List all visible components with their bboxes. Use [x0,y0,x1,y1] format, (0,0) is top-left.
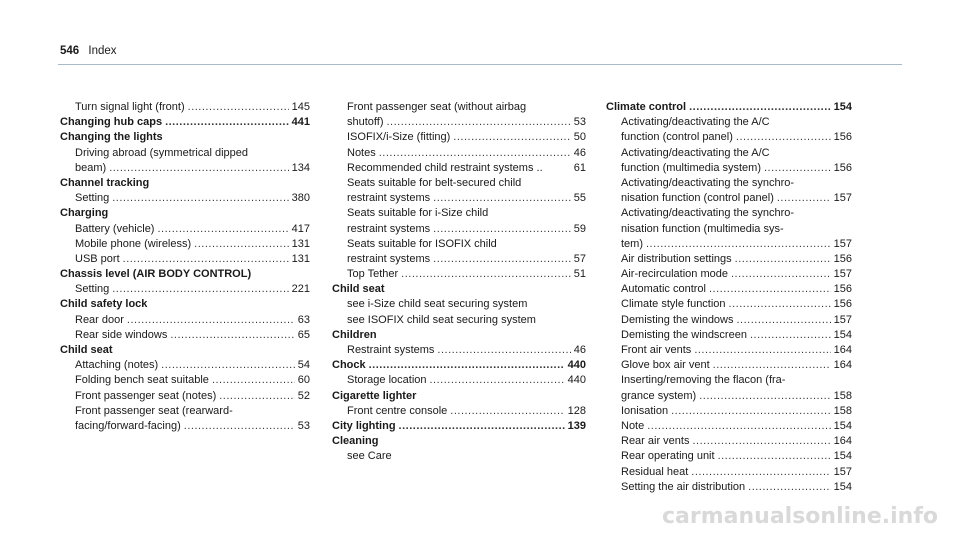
page-reference[interactable]: 134 [291,161,310,174]
index-subentry [60,328,310,343]
dot-leader [748,480,831,495]
index-heading: Charging [60,207,109,220]
dot-leader [157,222,288,237]
entry-text: Changing hub caps [60,116,163,129]
dot-leader [161,358,295,373]
entry-text: Setting the air distribution [621,480,746,493]
index-subentry [332,191,586,206]
index-subentry: Inserting/removing the flacon (fra- [621,374,786,387]
index-subentry: Activating/deactivating the synchro- [621,207,795,220]
page-reference[interactable]: 52 [297,389,310,402]
dot-leader [165,115,289,130]
index-subentry [332,222,586,237]
index-subentry [60,191,310,206]
entry-text: Chock [332,359,366,372]
index-subentry [60,252,310,267]
entry-text: Automatic control [621,283,706,296]
dot-leader [387,115,571,130]
index-heading: Child safety lock [60,298,148,311]
index-heading: Changing the lights [60,131,163,144]
page-reference[interactable]: 440 [567,359,586,372]
entry-text: ISOFIX/i-Size (fitting) [347,131,451,144]
entry-text: grance system) [621,389,697,402]
index-column-3 [606,100,852,495]
index-heading [332,358,586,373]
index-subentry [332,343,586,358]
entry-text: tem) [621,237,643,250]
index-subentry [606,313,852,328]
index-subentry [60,282,310,297]
index-subentry: nisation function (multimedia sys- [621,222,784,235]
index-subentry [332,267,586,282]
entry-text: nisation function (control panel) [621,192,774,205]
index-subentry [606,449,852,464]
dot-leader [737,313,831,328]
index-heading [332,419,586,434]
index-subentry [606,419,852,434]
index-subentry [606,480,852,495]
entry-text: restraint systems [347,192,431,205]
dot-leader [736,130,831,145]
entry-text: shutoff) [347,116,384,129]
index-heading: Children [332,328,377,341]
index-column-1 [60,100,310,434]
entry-text: Setting [75,283,110,296]
page-reference[interactable]: 157 [833,268,852,281]
page-reference[interactable]: 154 [833,419,852,432]
entry-text: Rear air vents [621,435,690,448]
index-subentry: see ISOFIX child seat securing system [347,313,536,326]
index-subentry [60,100,310,115]
index-subentry [606,297,852,312]
dot-leader [671,404,831,419]
entry-text: function (control panel) [621,131,733,144]
dot-leader [112,191,288,206]
page-reference[interactable]: 50 [573,131,586,144]
page-header [60,45,117,57]
index-subentry [332,146,586,161]
entry-text: Recommended child restraint systems .. [347,161,543,174]
index-subentry [606,328,852,343]
page-reference[interactable]: 63 [297,313,310,326]
entry-text: Climate control [606,101,687,113]
index-subentry [60,419,310,434]
page-reference[interactable]: 59 [573,222,586,235]
index-subentry: Front passenger seat (without airbag [347,101,527,113]
entry-text: Glove box air vent [621,359,710,372]
page-reference[interactable]: 156 [833,283,852,296]
entry-text: Setting [75,192,110,205]
page-reference[interactable]: 221 [291,283,310,296]
index-subentry [60,222,310,237]
page-reference[interactable]: 380 [291,192,310,205]
entry-text: Front air vents [621,344,692,356]
page-reference[interactable]: 157 [833,192,852,205]
index-subentry [606,465,852,480]
index-subentry: Seats suitable for i-Size child [347,207,489,220]
entry-text: Air distribution settings [621,252,732,265]
index-subentry [606,130,852,145]
page-reference[interactable]: 131 [291,252,310,265]
page-reference[interactable]: 61 [573,161,586,174]
page-reference[interactable]: 154 [833,450,852,463]
entry-text: function (multimedia system) [621,161,761,174]
index-subentry: Seats suitable for ISOFIX child [347,237,497,250]
dot-leader [713,358,831,373]
watermark: carmanualsonline.info [662,504,938,529]
index-heading: Child seat [332,283,385,296]
dot-leader [647,419,830,434]
dot-leader [718,449,831,464]
index-subentry: Activating/deactivating the A/C [621,116,770,129]
index-subentry: see Care [347,450,392,463]
index-subentry [60,237,310,252]
page-reference[interactable]: 131 [291,237,310,250]
index-subentry [606,389,852,404]
page-reference[interactable]: 158 [833,404,852,417]
index-subentry [606,237,852,252]
index-subentry [606,434,852,449]
page-reference[interactable]: 156 [833,161,852,174]
dot-leader [777,191,831,206]
entry-text: Folding bench seat suitable [75,374,209,387]
index-subentry [60,358,310,373]
page-reference[interactable]: 154 [833,480,852,493]
dot-leader [437,343,570,358]
entry-text: Mobile phone (wireless) [75,237,192,250]
page-reference[interactable]: 51 [573,268,586,281]
entry-text: Battery (vehicle) [75,222,155,235]
dot-leader [699,389,830,404]
index-subentry [606,282,852,297]
page-reference[interactable]: 154 [833,328,852,341]
dot-leader [764,161,831,176]
dot-leader [369,358,565,373]
dot-leader [170,328,294,343]
entry-text: Rear side windows [75,328,168,341]
entry-text: Storage location [347,374,427,387]
dot-leader [401,267,571,282]
entry-text: Top Tether [347,268,399,281]
entry-text: Front passenger seat (notes) [75,389,217,402]
index-subentry [332,373,586,388]
page-reference[interactable]: 441 [291,116,310,129]
dot-leader [433,222,571,237]
dot-leader [109,161,288,176]
entry-text: Front centre console [347,404,448,417]
dot-leader [694,343,830,358]
index-subentry [606,252,852,267]
page-reference[interactable]: 157 [833,237,852,250]
dot-leader [735,252,831,267]
index-subentry [332,115,586,130]
index-subentry: Activating/deactivating the synchro- [621,176,795,189]
index-subentry [60,313,310,328]
index-heading [606,100,852,115]
page-reference[interactable]: 53 [573,116,586,129]
dot-leader [194,237,288,252]
index-subentry: see i-Size child seat securing system [347,298,528,311]
index-subentry [606,358,852,373]
dot-leader [729,297,831,312]
page-reference[interactable]: 440 [567,374,586,387]
page-reference[interactable]: 60 [297,374,310,387]
page-reference[interactable]: 164 [833,344,852,356]
page-reference[interactable]: 164 [833,435,852,448]
dot-leader [379,146,571,161]
index-heading: Cigarette lighter [332,389,417,402]
dot-leader [212,373,295,388]
index-subentry [60,373,310,388]
entry-text: Demisting the windows [621,313,734,326]
dot-leader [123,252,289,267]
page-reference[interactable]: 145 [291,101,310,113]
page-reference[interactable]: 156 [833,252,852,265]
page-reference[interactable]: 417 [291,222,310,235]
page-reference[interactable]: 54 [297,359,310,372]
index-subentry: Seats suitable for belt-secured child [347,176,522,189]
index-subentry [332,161,586,176]
dot-leader [184,419,295,434]
index-heading: Child seat [60,344,113,356]
index-subentry [606,191,852,206]
index-subentry [606,267,852,282]
dot-leader [709,282,831,297]
dot-leader [453,130,570,145]
dot-leader [127,313,295,328]
page-reference[interactable]: 46 [573,344,586,356]
index-subentry [332,130,586,145]
index-subentry [332,404,586,419]
page-reference[interactable]: 57 [573,252,586,265]
page-reference[interactable]: 156 [833,298,852,311]
entry-text: Climate style function [621,298,726,311]
index-subentry: Driving abroad (symmetrical dipped [75,146,249,159]
entry-text: Air-recirculation mode [621,268,728,281]
entry-text: Turn signal light (front) [75,101,185,113]
entry-text: facing/forward-facing) [75,419,181,432]
entry-text: Restraint systems [347,344,435,356]
index-subentry [606,161,852,176]
entry-text: Ionisation [621,404,669,417]
page-reference[interactable]: 158 [833,389,852,402]
dot-leader [433,191,571,206]
page-reference[interactable]: 154 [833,101,852,113]
page-reference[interactable]: 53 [297,419,310,432]
dot-leader [750,328,831,343]
index-subentry: Activating/deactivating the A/C [621,146,770,159]
index-column-2 [332,100,586,465]
index-subentry [332,252,586,267]
entry-text: restraint systems [347,222,431,235]
entry-text: restraint systems [347,252,431,265]
dot-leader [689,100,831,115]
entry-text: Attaching (notes) [75,359,159,372]
dot-leader [646,237,831,252]
page-number: 546 [60,45,80,57]
index-subentry [606,343,852,358]
page-reference[interactable]: 139 [567,419,586,432]
entry-text: beam) [75,161,107,174]
entry-text: USB port [75,252,120,265]
index-subentry [60,161,310,176]
dot-leader [112,282,288,297]
dot-leader [691,465,830,480]
index-heading: Chassis level (AIR BODY CONTROL) [60,268,252,281]
dot-leader [188,100,289,115]
dot-leader [399,419,565,434]
page-reference[interactable]: 65 [297,328,310,341]
page-reference[interactable]: 55 [573,192,586,205]
page-reference[interactable]: 128 [567,404,586,417]
page-reference[interactable]: 157 [833,313,852,326]
page-reference[interactable]: 156 [833,131,852,144]
page-reference[interactable]: 164 [833,359,852,372]
index-subentry: Front passenger seat (rearward- [75,404,233,417]
page-reference[interactable]: 46 [573,146,586,159]
dot-leader [430,373,565,388]
section-title: Index [88,45,117,57]
dot-leader [731,267,831,282]
entry-text: Demisting the windscreen [621,328,747,341]
index-heading: Cleaning [332,435,379,448]
index-heading [60,115,310,130]
index-subentry [606,404,852,419]
entry-text: City lighting [332,419,396,432]
dot-leader [692,434,830,449]
entry-text: Rear door [75,313,124,326]
dot-leader [450,404,564,419]
header-divider [58,64,902,65]
index-heading: Channel tracking [60,176,150,189]
entry-text: Note [621,419,645,432]
page-reference[interactable]: 157 [833,465,852,478]
index-subentry [60,389,310,404]
dot-leader [433,252,571,267]
entry-text: Rear operating unit [621,450,715,463]
entry-text: Residual heat [621,465,689,478]
entry-text: Notes [347,146,376,159]
dot-leader [219,389,295,404]
